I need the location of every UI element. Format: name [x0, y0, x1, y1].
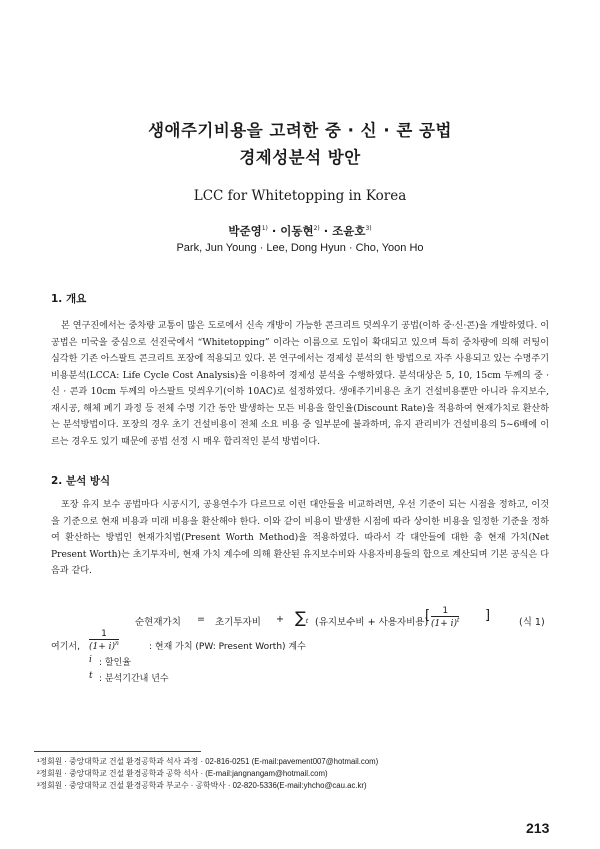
equation-plus: +	[276, 614, 284, 625]
discount-rate-description: : 할인율	[99, 658, 131, 668]
section-1-heading: 1. 개요	[51, 293, 87, 305]
author-2: 이동현	[280, 224, 314, 238]
authors-korean	[0, 223, 600, 239]
fraction-exponent: t	[457, 617, 460, 624]
fraction-denominator	[431, 617, 459, 629]
variable-definitions	[51, 629, 451, 689]
footnote-3: ³정회원 · 중앙대학교 건설 환경공학과 부교수 · 공학박사 · 02-820-5336(E-mail:yhcho@cau.ac.kr)	[37, 781, 367, 790]
years-description: : 분석기간내 년수	[99, 674, 169, 684]
fraction-denominator-base: (1+ i)	[431, 619, 458, 629]
fraction-numerator: 1	[431, 606, 459, 617]
pw-fraction-denominator-base: (1+ i)	[89, 642, 116, 652]
bracket-left: [	[425, 608, 431, 623]
equation-equals: =	[197, 614, 205, 625]
equation-fraction	[431, 606, 459, 629]
author-separator: ·	[319, 224, 333, 238]
sigma-subscript: t	[305, 616, 309, 625]
pw-fraction-exponent: n	[115, 640, 119, 647]
authors-english: Park, Jun Young · Lee, Dong Hyun · Cho, Yoon Ho	[176, 242, 424, 254]
bracket-right: ]	[485, 608, 491, 623]
page-number: 213	[526, 820, 550, 836]
sigma-icon: ∑	[295, 608, 306, 627]
sigma-symbol	[295, 608, 308, 627]
discount-rate-symbol: i	[89, 655, 92, 665]
pw-factor-description: : 현재 가치 (PW: Present Worth) 계수	[149, 642, 306, 652]
author-separator: ·	[267, 224, 281, 238]
equation-term-maintenance: (유지보수비 + 사용자비용)	[315, 617, 429, 628]
years-symbol: t	[89, 671, 93, 681]
equation-lhs: 순현재가치	[135, 617, 181, 628]
pw-factor-fraction	[89, 629, 119, 652]
section-2-heading: 2. 분석 방식	[51, 475, 111, 487]
pw-fraction-numerator: 1	[89, 629, 119, 640]
author-1-mark: 1)	[261, 225, 268, 233]
paper-title-line2: 경제성분석 방안	[239, 148, 361, 167]
definitions-intro: 여기서,	[51, 642, 80, 652]
equation-term-initial: 초기투자비	[215, 617, 261, 628]
pw-fraction-denominator	[89, 640, 119, 652]
author-1: 박준영	[228, 224, 262, 238]
paper-subtitle: LCC for Whitetopping in Korea	[193, 188, 407, 204]
author-3-mark: 3)	[365, 225, 372, 233]
paper-title-line1: 생애주기비용을 고려한 중 · 신 · 콘 공법	[148, 121, 452, 140]
equation-number: (식 1)	[519, 617, 545, 628]
section-1-body: 본 연구진에서는 중차량 교통이 많은 도로에서 신속 개방이 가능한 콘크리트 덧씌우기 공법(이하 중·신·콘)을 개발하였다. 이 공법은 미국을 중심으로 선진국에서 “Whitetopping” 이라는 이름으로 도입이 확대되고 있으며 특히 중차량에 의해 러팅이 심각한 기존 아스팔트 콘크리트 포장에 적용되고 있다. 본 연구에서는 경제성 분석의 한 방법으로 자주 사용되고 있는 수명주기비용분석(LCCA: Life Cycle Cost Analysis)을 이용하여 경제성 분석을 수행하였다. 분석대상은 5, 10, 15cm 두께의 중 · 신 · 콘과 10cm 두께의 아스팔트 덧씌우기(이하 10AC)로 설정하였다. 생애주기비용은 초기 건설비용뿐만 아니라 유지보수, 재시공, 해체 폐기 과정 등 전체 수명 기간 동안 발생하는 모든 비용을 할인율(Discount Rate)을 적용하여 현재가치로 환산하는 분석방법이다. 포장의 경우 초기 건설비용이 전체 소요 비용 중 일부분에 불과하며, 유지 관리비가 건설비용의 5~6배에 이르는 경우도 있기 때문에 공법 선정 시 매우 합리적인 분석 방법이다.	[51, 321, 549, 447]
section-2-body: 포장 유지 보수 공법마다 시공시기, 공용연수가 다르므로 이런 대안들을 비교하려면, 우선 기준이 되는 시점을 정하고, 이것을 기준으로 현재 비용과 미래 비용을 환산해야 한다. 이와 같이 비용이 발생한 시점에 따라 상이한 비용을 일정한 기준을 정하여 환산하는 방법인 현재가치법(Present Worth Method)을 적용하였다. 따라서 각 대안들에 대한 총 현재 가치(Net Present Worth)는 초기투자비, 현재 가치 계수에 의해 환산된 유지보수비와 사용자비용들의 합으로 계산되며 기본 공식은 다음과 같다.	[51, 500, 549, 576]
footnote-divider	[34, 751, 201, 752]
footnote-1: ¹정회원 · 중앙대학교 건설 환경공학과 석사 과정 · 02-816-0251 (E-mail:pavement007@hotmail.com)	[37, 757, 379, 766]
author-2-mark: 2)	[313, 225, 320, 233]
author-3: 조윤호	[332, 224, 366, 238]
footnote-2: ²정회원 · 중앙대학교 건설 환경공학과 공학 석사 · (E-mail:jangnangam@hotmail.com)	[37, 769, 328, 778]
